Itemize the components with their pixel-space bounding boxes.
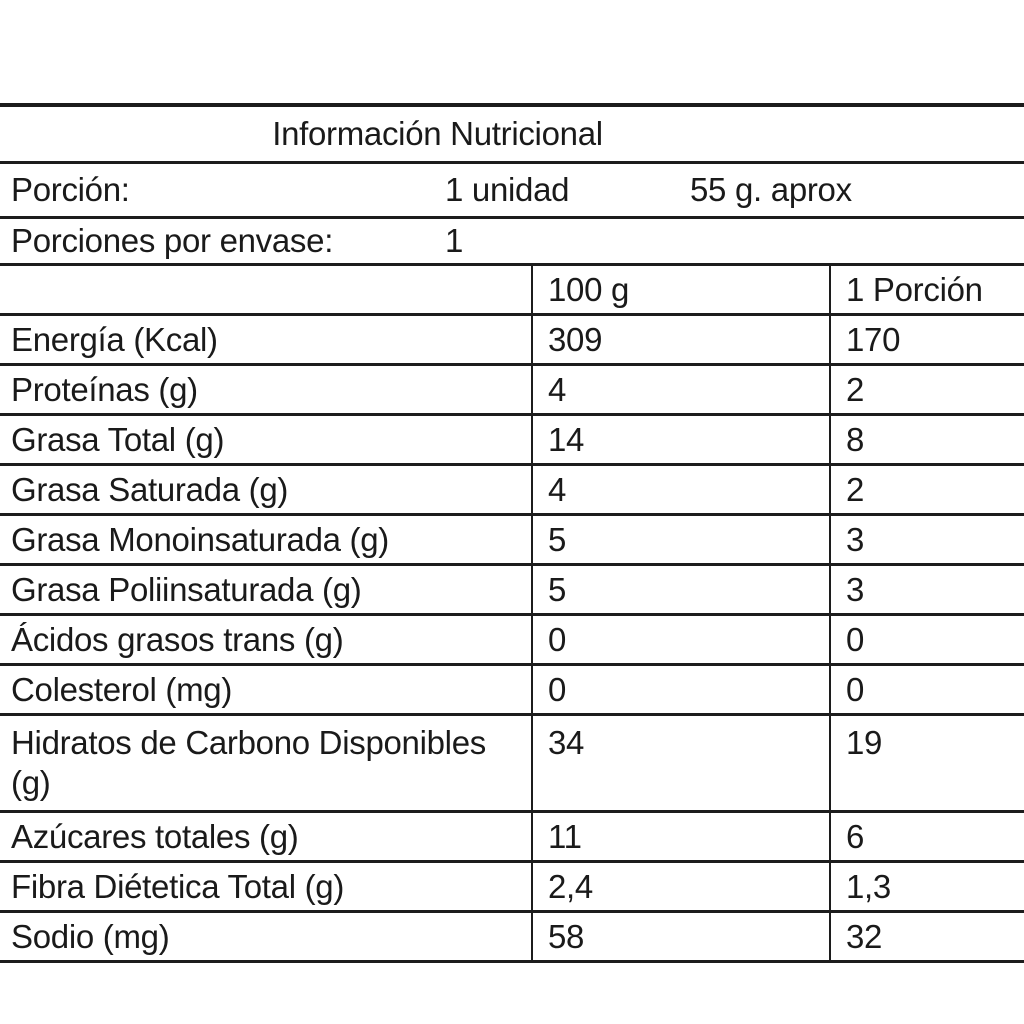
nutrient-value-100g: 4: [532, 365, 830, 415]
servings-per-pack-value: 1: [445, 222, 464, 259]
serving-row: [0, 164, 1024, 219]
nutrient-value-portion: 0: [830, 665, 1024, 715]
nutrient-row: [0, 862, 1024, 912]
column-header-empty: [0, 266, 532, 315]
nutrient-label: Sodio (mg): [0, 912, 532, 962]
nutrient-value-portion: 3: [830, 515, 1024, 565]
nutrient-value-100g: 2,4: [532, 862, 830, 912]
nutrient-label: Grasa Total (g): [0, 415, 532, 465]
nutrient-row: [0, 665, 1024, 715]
nutrient-row: [0, 812, 1024, 862]
table-title-row: [0, 103, 1024, 164]
nutrient-value-100g: 309: [532, 315, 830, 365]
column-header-row: [0, 266, 1024, 315]
servings-per-pack-label: Porciones por envase:: [11, 222, 334, 259]
nutrient-value-portion: 2: [830, 465, 1024, 515]
nutrient-row: [0, 565, 1024, 615]
nutrient-value-100g: 58: [532, 912, 830, 962]
nutrient-label: Colesterol (mg): [0, 665, 532, 715]
nutrient-label: Hidratos de Carbono Disponibles (g): [0, 715, 532, 812]
nutrient-value-100g: 14: [532, 415, 830, 465]
nutrient-row: [0, 365, 1024, 415]
column-header-portion: 1 Porción: [830, 266, 1024, 315]
nutrient-value-portion: 170: [830, 315, 1024, 365]
nutrient-label: Fibra Diétetica Total (g): [0, 862, 532, 912]
nutrient-value-portion: 6: [830, 812, 1024, 862]
nutrient-value-portion: 2: [830, 365, 1024, 415]
nutrient-value-100g: 5: [532, 565, 830, 615]
serving-label: Porción:: [11, 171, 130, 208]
nutrient-value-portion: 3: [830, 565, 1024, 615]
nutrient-value-portion: 8: [830, 415, 1024, 465]
nutrient-value-portion: 19: [830, 715, 1024, 812]
nutrient-row: [0, 415, 1024, 465]
nutrient-value-100g: 0: [532, 615, 830, 665]
table-title: Información Nutricional: [272, 115, 603, 152]
nutrient-label: Proteínas (g): [0, 365, 532, 415]
nutrient-value-100g: 34: [532, 715, 830, 812]
nutrient-value-100g: 11: [532, 812, 830, 862]
nutrient-row: [0, 912, 1024, 962]
nutrient-label: Energía (Kcal): [0, 315, 532, 365]
nutrient-row: [0, 715, 1024, 812]
servings-per-pack-row: [0, 219, 1024, 266]
nutrient-row: [0, 315, 1024, 365]
nutrient-value-100g: 5: [532, 515, 830, 565]
nutrient-value-portion: 32: [830, 912, 1024, 962]
serving-size-grams: 55 g. aprox: [690, 171, 852, 208]
serving-size-units: 1 unidad: [445, 171, 570, 208]
nutrient-label: Grasa Saturada (g): [0, 465, 532, 515]
nutrient-row: [0, 615, 1024, 665]
nutrient-row: [0, 465, 1024, 515]
nutrient-label: Ácidos grasos trans (g): [0, 615, 532, 665]
nutrient-value-portion: 1,3: [830, 862, 1024, 912]
nutrient-label: Azúcares totales (g): [0, 812, 532, 862]
nutrient-row: [0, 515, 1024, 565]
nutrient-label: Grasa Monoinsaturada (g): [0, 515, 532, 565]
nutrient-value-100g: 0: [532, 665, 830, 715]
nutrient-grid-body: [0, 266, 1024, 962]
column-header-100g: 100 g: [532, 266, 830, 315]
nutrient-value-portion: 0: [830, 615, 1024, 665]
nutrient-label: Grasa Poliinsaturada (g): [0, 565, 532, 615]
nutrient-value-100g: 4: [532, 465, 830, 515]
nutrition-facts-table: [0, 103, 1024, 963]
nutrient-grid: [0, 266, 1024, 963]
